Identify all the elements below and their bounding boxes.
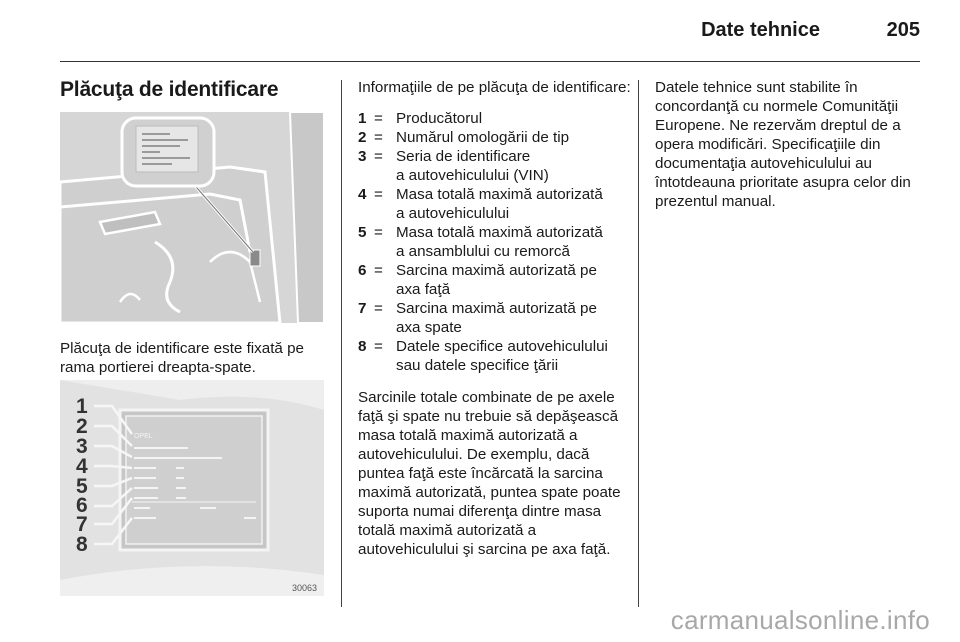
paragraph-plate-location: Plăcuţa de identificare este fixată pe rama portierei dreapta-spate. (60, 340, 304, 376)
callout-6: 6 (76, 494, 88, 517)
item-text: Masa totală maximă autorizată a autovehiculului (396, 186, 603, 222)
item-text: Datele specifice autovehiculului sau datele specifice ţării (396, 338, 608, 374)
item-text: Masa totală maximă autorizată a ansamblului cu remorcă (396, 224, 603, 260)
header-rule (60, 61, 920, 62)
callout-4: 4 (76, 455, 88, 478)
column-3 (655, 78, 935, 211)
list-item (358, 337, 633, 375)
item-number: 7 (358, 300, 367, 317)
item-text: Producătorul (396, 110, 483, 127)
item-number: 5 (358, 224, 367, 241)
list-item (358, 128, 633, 147)
paragraph-axle-loads: Sarcinile totale combinate de pe axele faţă şi spate nu trebuie să depăşească masa totală maximă autorizată a autovehiculului. De exemplu, dacă puntea faţă este încărcată la sarcina maximă autorizată, puntea spate poate suporta numai diferenţa dintre masa totală maximă autorizată a autovehiculului şi sarcina pe axa faţă. (358, 389, 621, 558)
list-item (358, 223, 633, 261)
item-equals: = (374, 186, 383, 203)
item-text: Numărul omologării de tip (396, 129, 570, 146)
item-number: 4 (358, 186, 367, 203)
item-equals: = (374, 224, 383, 241)
column-2 (358, 78, 633, 559)
list-item (358, 261, 633, 299)
plate-drawing (60, 380, 324, 596)
callout-8: 8 (76, 533, 88, 556)
item-equals: = (374, 300, 383, 317)
item-text: Sarcina maximă autorizată pe axa spate (396, 300, 597, 336)
item-number: 6 (358, 262, 367, 279)
item-equals: = (374, 110, 383, 127)
item-number: 8 (358, 338, 367, 355)
callout-3: 3 (76, 435, 88, 458)
plate-callout-illustration (60, 380, 324, 596)
item-number: 1 (358, 110, 367, 127)
item-text: Sarcina maximă autorizată pe axa faţă (396, 262, 597, 298)
plate-info-list (358, 109, 633, 375)
list-item (358, 185, 633, 223)
item-equals: = (374, 129, 383, 146)
column-divider-2 (638, 80, 639, 607)
plate-brand: OPEL (134, 433, 153, 440)
list-intro: Informaţiile de pe plăcuţa de identificare: (358, 79, 631, 96)
header-title: Date tehnice (701, 19, 820, 41)
section-title: Plăcuţa de identificare (60, 78, 279, 101)
callout-7: 7 (76, 513, 88, 536)
item-number: 2 (358, 129, 367, 146)
door-frame-illustration (60, 112, 324, 323)
watermark: carmanualsonline.info (670, 605, 930, 635)
list-item (358, 109, 633, 128)
callout-1: 1 (76, 395, 88, 418)
figure-number: 30063 (292, 583, 318, 593)
paragraph-technical-data: Datele tehnice sunt stabilite în concordanţă cu normele Comunităţii Europene. Ne rezervăm dreptul de a opera modificări. Specificaţiile din documentaţia autovehiculului au întotdeauna prioritate asupra celor din prezentul manual. (655, 79, 911, 210)
item-number: 3 (358, 148, 367, 165)
list-item (358, 147, 633, 185)
item-text: Seria de identificare a autovehiculului (VIN) (396, 148, 549, 184)
callout-2: 2 (76, 415, 88, 438)
list-item (358, 299, 633, 337)
item-equals: = (374, 148, 383, 165)
callout-5: 5 (76, 475, 88, 498)
column-divider-1 (341, 80, 342, 607)
item-equals: = (374, 338, 383, 355)
page-number: 205 (886, 19, 920, 41)
door-frame-drawing (60, 112, 324, 323)
item-equals: = (374, 262, 383, 279)
